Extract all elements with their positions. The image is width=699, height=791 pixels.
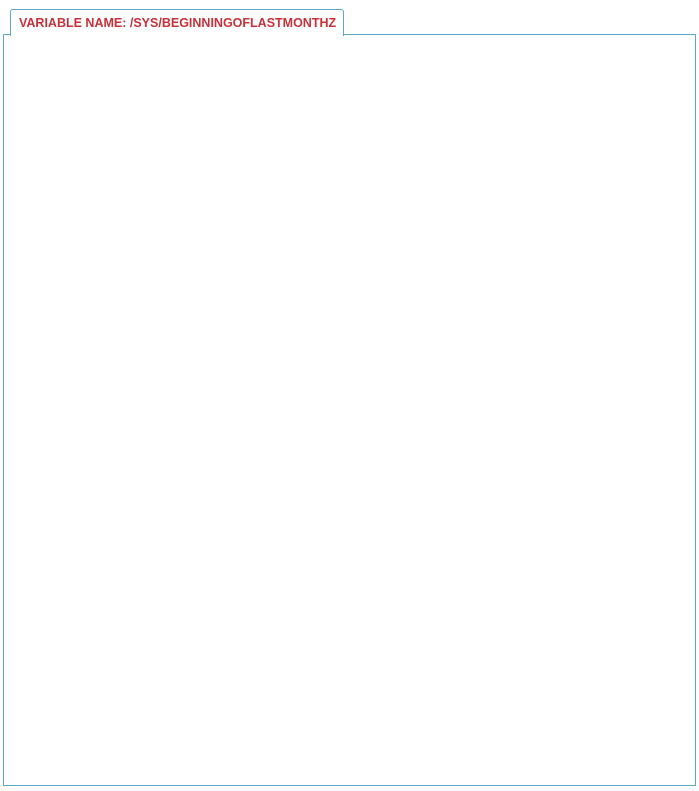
variable-dialog-panel: [3, 34, 696, 786]
dialog-tab-title[interactable]: VARIABLE NAME: /SYS/BEGINNINGOFLASTMONTHZ: [10, 9, 344, 36]
